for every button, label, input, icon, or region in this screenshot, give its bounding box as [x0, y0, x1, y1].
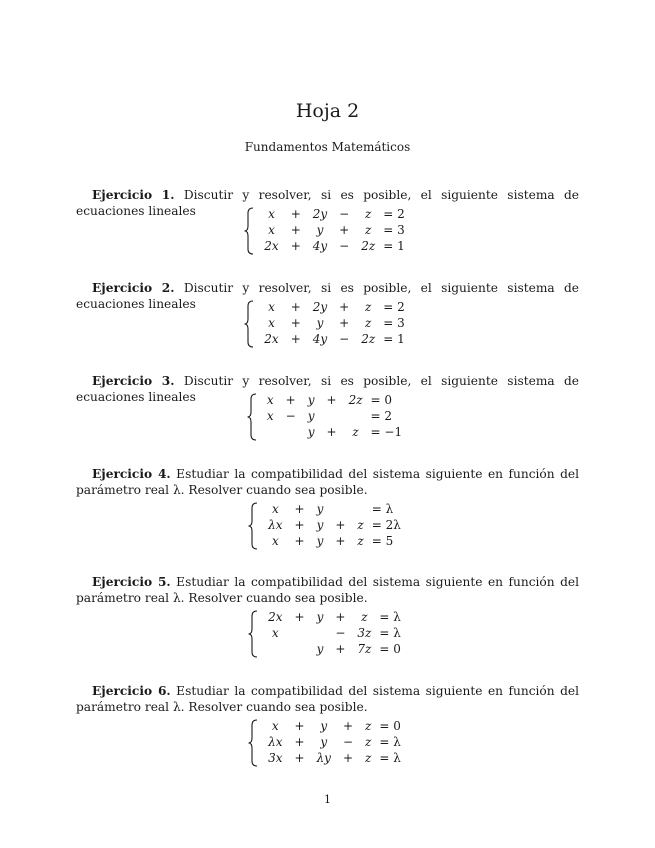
- exercise-label: Ejercicio 5.: [92, 575, 171, 589]
- equations-table: [262, 719, 407, 767]
- equation-operator: +: [335, 518, 346, 533]
- equation-rhs: = λ: [371, 502, 394, 517]
- equation-row: [258, 223, 410, 239]
- equation-term: y: [307, 393, 315, 408]
- equation-row: [261, 425, 408, 441]
- equation-rhs: = 0: [379, 642, 401, 657]
- equation-operator: −: [339, 207, 350, 222]
- equation-operator: [289, 626, 311, 642]
- equation-term: z: [365, 316, 372, 331]
- equation-rhs: = 2: [383, 207, 405, 222]
- equation-system: [0, 207, 655, 255]
- equation-operator: +: [290, 207, 301, 222]
- equation-term: λx: [268, 518, 283, 533]
- equation-operator: [280, 425, 302, 441]
- equation-operator: [329, 502, 351, 518]
- left-brace-icon: [244, 300, 254, 348]
- equation-term: λy: [316, 751, 331, 766]
- equations-table: [261, 393, 408, 441]
- equation-rhs: = 5: [371, 534, 394, 549]
- page-number: 1: [324, 793, 331, 806]
- equation-operator: [289, 642, 311, 658]
- equation-operator: +: [290, 316, 301, 331]
- equation-row: [262, 610, 407, 626]
- equation-operator: +: [294, 719, 305, 734]
- equation-term: 4y: [312, 239, 328, 254]
- equation-system: [0, 300, 655, 348]
- equation-term: 4y: [312, 332, 328, 347]
- equation-term: [351, 502, 369, 518]
- equation-operator: +: [326, 425, 337, 440]
- left-brace-icon: [248, 719, 258, 767]
- equation-term: [261, 425, 280, 441]
- exercise-text: Discutir y resolver, si es posible, el siguiente sistema de ecuaciones lineales: [76, 374, 579, 404]
- equation-operator: +: [290, 239, 301, 254]
- equation-term: 7z: [357, 642, 372, 657]
- equation-operator: +: [290, 223, 301, 238]
- equation-operator: −: [335, 626, 346, 641]
- exercise-text: Estudiar la compatibilidad del sistema siguiente en función del parámetro real λ. Resolver cuando sea posible.: [76, 467, 580, 497]
- exercise-statement: [76, 467, 579, 498]
- equation-operator: +: [326, 393, 337, 408]
- equation-term: 2z: [361, 239, 376, 254]
- equation-term: [343, 409, 369, 425]
- equation-term: z: [365, 719, 372, 734]
- exercise-label: Ejercicio 6.: [92, 684, 171, 698]
- equation-term: 2x: [264, 239, 279, 254]
- equation-term: y: [316, 610, 324, 625]
- left-brace-icon: [248, 502, 258, 550]
- equation-operator: +: [342, 719, 354, 734]
- equation-row: [258, 300, 410, 316]
- equation-term: y: [316, 223, 324, 238]
- equation-rhs: = 2: [383, 300, 405, 315]
- equation-operator: +: [339, 300, 350, 315]
- equation-rhs: = 0: [370, 393, 393, 408]
- equation-term: λx: [268, 735, 283, 750]
- equation-term: 3z: [357, 626, 372, 641]
- equation-row: [262, 626, 407, 642]
- left-brace-icon: [244, 207, 254, 255]
- equation-term: x: [266, 409, 274, 424]
- equation-term: x: [268, 300, 275, 315]
- equation-term: x: [271, 719, 279, 734]
- equation-term: y: [320, 735, 328, 750]
- equation-term: z: [365, 300, 372, 315]
- page-subtitle: Fundamentos Matemáticos: [244, 140, 411, 154]
- equation-term: z: [365, 207, 372, 222]
- equation-row: [262, 719, 407, 735]
- equation-rhs: = λ: [379, 626, 401, 641]
- equation-system: [0, 610, 655, 658]
- equations-table: [258, 300, 410, 348]
- equation-term: x: [271, 534, 279, 549]
- equation-term: 2x: [264, 332, 279, 347]
- equation-system: [0, 719, 655, 767]
- equation-term: x: [266, 393, 274, 408]
- equation-operator: +: [294, 502, 305, 517]
- equation-row: [262, 642, 407, 658]
- left-brace-icon: [247, 393, 257, 441]
- left-brace-icon: [248, 610, 258, 658]
- equation-operator: +: [342, 751, 354, 766]
- equation-operator: +: [294, 518, 305, 533]
- equation-operator: −: [339, 239, 350, 254]
- equation-operator: +: [294, 735, 305, 750]
- equation-term: y: [307, 409, 315, 424]
- exercise-text: Estudiar la compatibilidad del sistema siguiente en función del parámetro real λ. Resolver cuando sea posible.: [76, 575, 580, 605]
- equation-term: 3x: [268, 751, 283, 766]
- equation-term: y: [320, 719, 328, 734]
- equation-row: [262, 534, 407, 550]
- equation-term: z: [365, 751, 372, 766]
- equation-rhs: = −1: [370, 425, 403, 440]
- equation-term: 2y: [312, 300, 328, 315]
- equation-operator: +: [294, 610, 305, 625]
- equation-operator: −: [285, 409, 296, 424]
- equation-rhs: = 1: [383, 239, 405, 254]
- equation-term: z: [357, 534, 364, 549]
- equation-term: z: [352, 425, 359, 440]
- equation-term: y: [316, 502, 324, 517]
- equation-operator: +: [290, 332, 301, 347]
- equation-operator: +: [339, 316, 350, 331]
- equation-operator: +: [339, 223, 350, 238]
- equation-term: [262, 642, 288, 658]
- equation-term: [311, 626, 330, 642]
- equation-rhs: = λ: [379, 610, 401, 625]
- equation-operator: −: [342, 735, 354, 750]
- equation-rhs: = 1: [383, 332, 405, 347]
- exercise-statement: [76, 575, 579, 606]
- exercise-statement: [76, 684, 579, 715]
- equation-row: [258, 332, 410, 348]
- equation-operator: +: [285, 393, 296, 408]
- equations-table: [262, 610, 407, 658]
- equation-row: [261, 409, 408, 425]
- exercise-text: Discutir y resolver, si es posible, el siguiente sistema de ecuaciones lineales: [76, 281, 579, 311]
- equation-system: [0, 393, 655, 441]
- equation-row: [262, 735, 407, 751]
- equation-row: [262, 518, 407, 534]
- equation-rhs: = λ: [379, 751, 401, 766]
- equation-term: 2z: [348, 393, 363, 408]
- equation-operator: +: [294, 534, 305, 549]
- equation-term: y: [316, 316, 324, 331]
- equation-operator: −: [339, 332, 350, 347]
- exercise-label: Ejercicio 4.: [92, 467, 171, 481]
- equation-row: [262, 502, 407, 518]
- equation-rhs: = λ: [379, 735, 401, 750]
- exercise-label: Ejercicio 2.: [92, 281, 175, 295]
- equation-term: 2x: [268, 610, 283, 625]
- equation-operator: +: [335, 534, 346, 549]
- equation-term: y: [316, 518, 324, 533]
- equation-term: z: [361, 610, 368, 625]
- equation-operator: +: [294, 751, 305, 766]
- equation-row: [258, 239, 410, 255]
- equation-term: y: [307, 425, 315, 440]
- exercise-label: Ejercicio 3.: [92, 374, 175, 388]
- equations-table: [258, 207, 410, 255]
- equation-row: [262, 751, 407, 767]
- equation-term: x: [271, 502, 279, 517]
- equation-operator: +: [335, 642, 346, 657]
- exercise-label: Ejercicio 1.: [92, 188, 175, 202]
- equation-term: y: [316, 642, 324, 657]
- exercise-text: Estudiar la compatibilidad del sistema siguiente en función del parámetro real λ. Resolver cuando sea posible.: [76, 684, 580, 714]
- equation-rhs: = 2: [370, 409, 393, 424]
- equations-table: [262, 502, 407, 550]
- equation-term: z: [365, 735, 372, 750]
- equation-term: 2z: [361, 332, 376, 347]
- equation-operator: [321, 409, 343, 425]
- equation-term: y: [316, 534, 324, 549]
- equation-rhs: = 3: [383, 223, 405, 238]
- page-title: Hoja 2: [295, 100, 360, 122]
- equation-rhs: = 2λ: [371, 518, 401, 533]
- equation-operator: +: [290, 300, 301, 315]
- equation-term: z: [357, 518, 364, 533]
- equation-row: [261, 393, 408, 409]
- equation-rhs: = 3: [383, 316, 405, 331]
- equation-term: x: [268, 223, 275, 238]
- equation-operator: +: [335, 610, 346, 625]
- equation-term: 2y: [312, 207, 328, 222]
- exercise-text: Discutir y resolver, si es posible, el siguiente sistema de ecuaciones lineales: [76, 188, 579, 218]
- equation-term: z: [365, 223, 372, 238]
- equation-system: [0, 502, 655, 550]
- equation-rhs: = 0: [379, 719, 401, 734]
- equation-row: [258, 316, 410, 332]
- equation-row: [258, 207, 410, 223]
- equation-term: x: [268, 207, 275, 222]
- equation-term: x: [268, 316, 275, 331]
- equation-term: x: [271, 626, 279, 641]
